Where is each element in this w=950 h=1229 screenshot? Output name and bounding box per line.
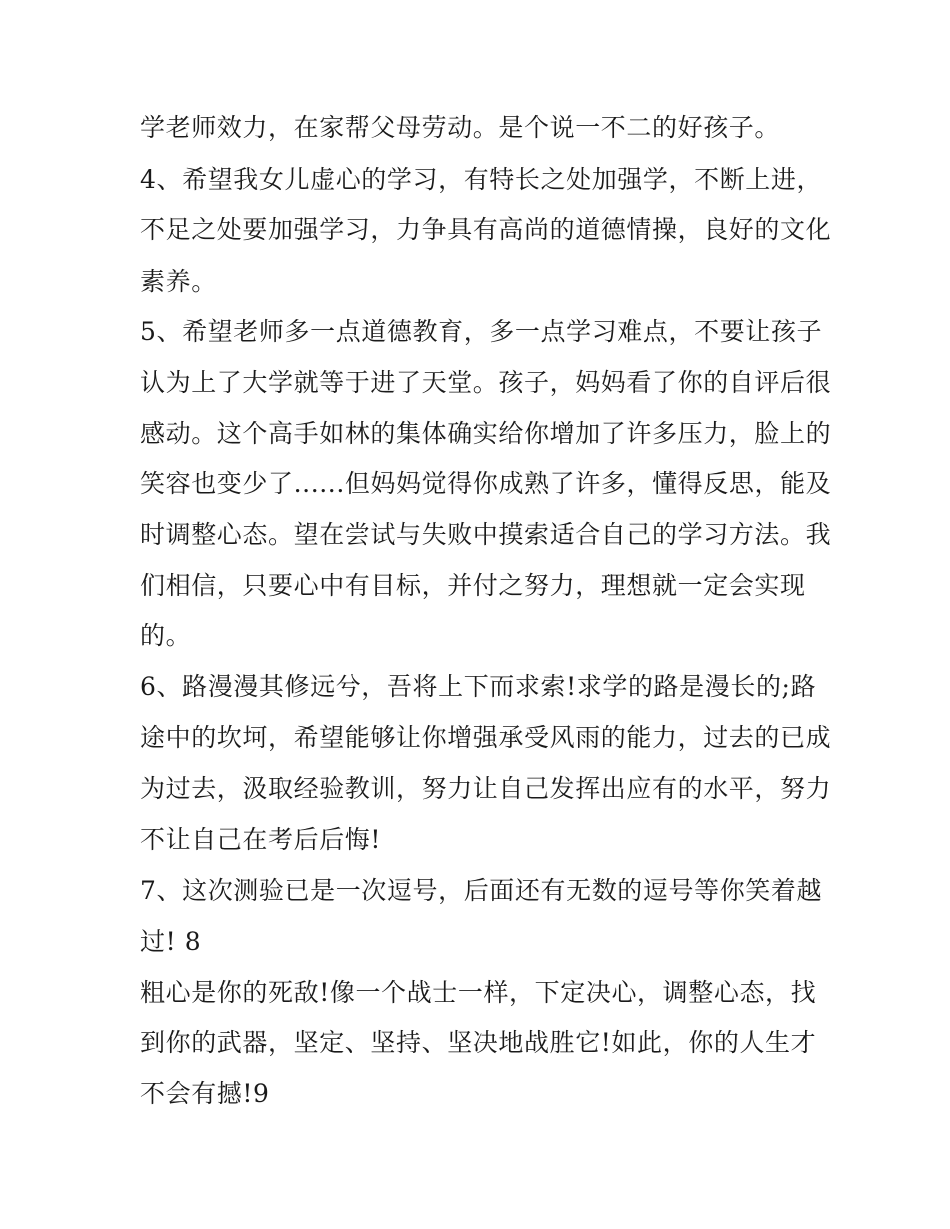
text-line: 感动。这个高手如林的集体确实给你增加了许多压力，脸上的 [140,419,832,448]
text-line: 不足之处要加强学习，力争具有高尚的道德情操，良好的文化 [140,215,832,244]
text-line: 5、希望老师多一点道德教育，多一点学习难点，不要让孩子 [140,317,823,346]
text-line: 过! 8 [140,927,202,956]
text-line: 的。 [140,621,192,650]
text-line: 学老师效力，在家帮父母劳动。是个说一不二的好孩子。 [140,113,781,142]
text-line: 途中的坎坷，希望能够让你增强承受风雨的能力，过去的已成 [140,723,832,752]
text-line: 粗心是你的死敌!像一个战士一样，下定决心，调整心态，找 [140,978,817,1007]
text-line: 6、路漫漫其修远兮，吾将上下而求索!求学的路是漫长的;路 [140,672,817,701]
text-line: 素养。 [140,267,217,296]
text-line: 们相信，只要心中有目标，并付之努力，理想就一定会实现 [140,571,806,600]
text-line: 为过去，汲取经验教训，努力让自己发挥出应有的水平，努力 [140,774,832,803]
text-line: 不会有撼!9 [140,1079,270,1108]
text-line: 7、这次测验已是一次逗号，后面还有无数的逗号等你笑着越 [140,876,823,905]
text-line: 不让自己在考后后悔! [140,825,382,854]
text-line: 时调整心态。望在尝试与失败中摸索适合自己的学习方法。我 [140,520,832,549]
text-line: 4、希望我女儿虚心的学习，有特长之处加强学，不断上进， [140,165,823,194]
text-line: 认为上了大学就等于进了天堂。孩子，妈妈看了你的自评后很 [140,368,832,397]
text-line: 笑容也变少了......但妈妈觉得你成熟了许多，懂得反思，能及 [140,469,832,498]
text-line: 到你的武器，坚定、坚持、坚决地战胜它!如此，你的人生才 [140,1028,817,1057]
